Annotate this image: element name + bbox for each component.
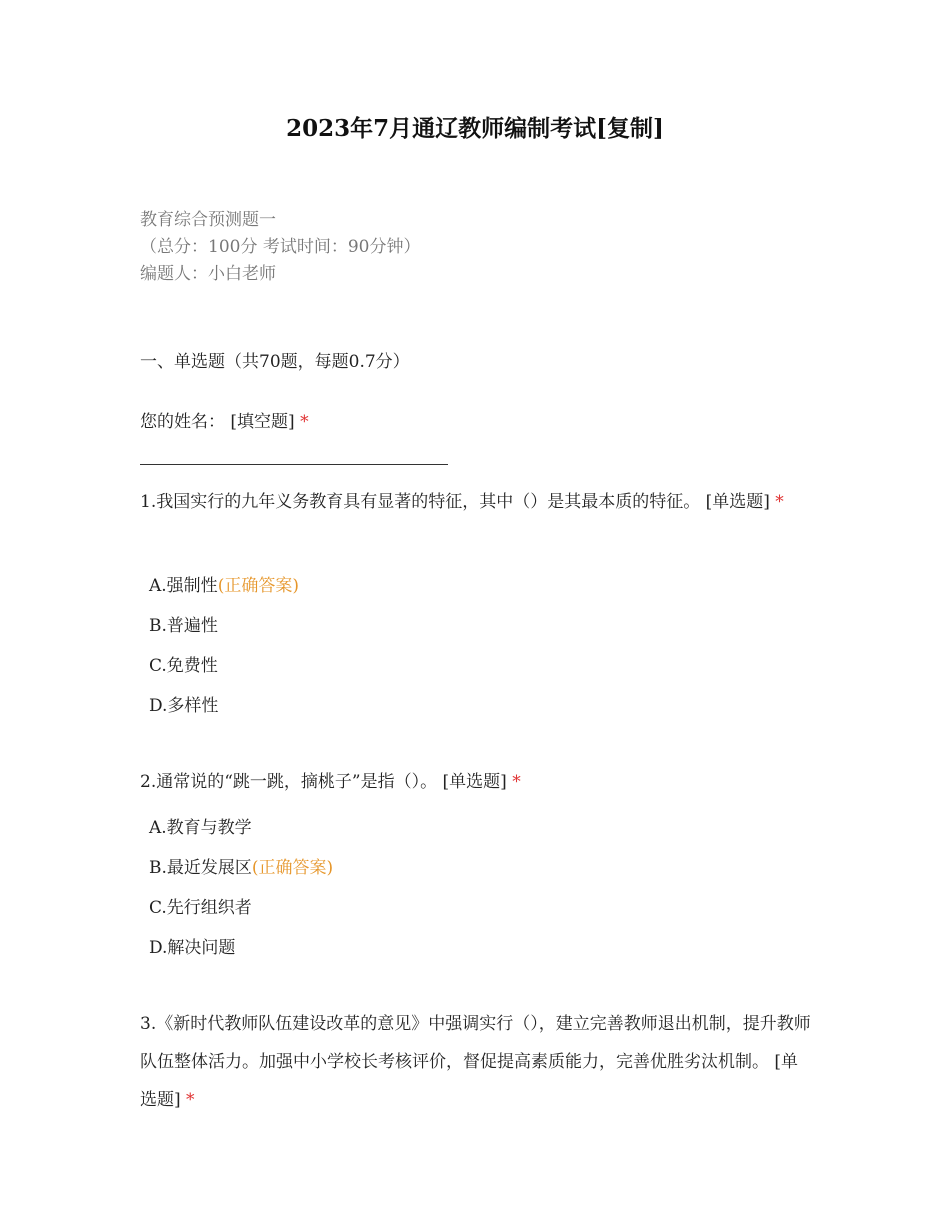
option-label: A.教育与教学: [149, 818, 252, 838]
option-b[interactable]: [149, 856, 333, 880]
option-label: A.强制性: [149, 576, 218, 596]
option-a[interactable]: [149, 574, 299, 598]
exam-info-subject: 教育综合预测题一: [140, 210, 276, 230]
option-b[interactable]: [149, 614, 218, 638]
question-text: 1.我国实行的九年义务教育具有显著的特征，其中（）是其最本质的特征。: [140, 492, 701, 512]
option-a[interactable]: [149, 816, 252, 840]
name-question: [140, 407, 309, 432]
required-mark: *: [512, 772, 521, 792]
question-type-tag: [填空题]: [230, 412, 295, 432]
option-label: C.先行组织者: [149, 898, 252, 918]
question-3: [140, 1005, 812, 1119]
option-d[interactable]: [149, 936, 235, 960]
exam-info-score-time: （总分：100分 考试时间：90分钟）: [140, 237, 421, 257]
option-c[interactable]: [149, 896, 252, 920]
section-heading: 一、单选题（共70题，每题0.7分）: [140, 352, 410, 372]
question-type-tag: [单选题]: [140, 1052, 799, 1110]
required-mark: *: [775, 492, 784, 512]
option-c[interactable]: [149, 654, 218, 678]
page-title: 2023年7月通辽教师编制考试[复制]: [286, 115, 664, 142]
name-question-label: 您的姓名：: [140, 412, 225, 432]
option-label: B.普遍性: [149, 616, 218, 636]
question-1: [140, 483, 812, 521]
question-text: 2.通常说的“跳一跳，摘桃子”是指（）。: [140, 772, 438, 792]
exam-info: [140, 207, 420, 288]
question-text: 3.《新时代教师队伍建设改革的意见》中强调实行（），建立完善教师退出机制，提升教师队伍整体活力。加强中小学校长考核评价，督促提高素质能力，完善优胜劣汰机制。: [140, 1014, 811, 1072]
exam-info-author: 编题人：小白老师: [140, 264, 276, 284]
option-d[interactable]: [149, 694, 218, 718]
correct-answer-note: (正确答案): [217, 576, 299, 596]
option-label: D.多样性: [149, 696, 219, 716]
option-label: D.解决问题: [149, 938, 236, 958]
required-mark: *: [186, 1090, 195, 1110]
option-label: C.免费性: [149, 656, 218, 676]
question-2: [140, 763, 812, 801]
required-mark: *: [300, 412, 309, 432]
option-label: B.最近发展区: [149, 858, 252, 878]
question-type-tag: [单选题]: [705, 492, 770, 512]
name-answer-blank[interactable]: [140, 464, 448, 465]
question-type-tag: [单选题]: [442, 772, 507, 792]
correct-answer-note: (正确答案): [251, 858, 334, 878]
